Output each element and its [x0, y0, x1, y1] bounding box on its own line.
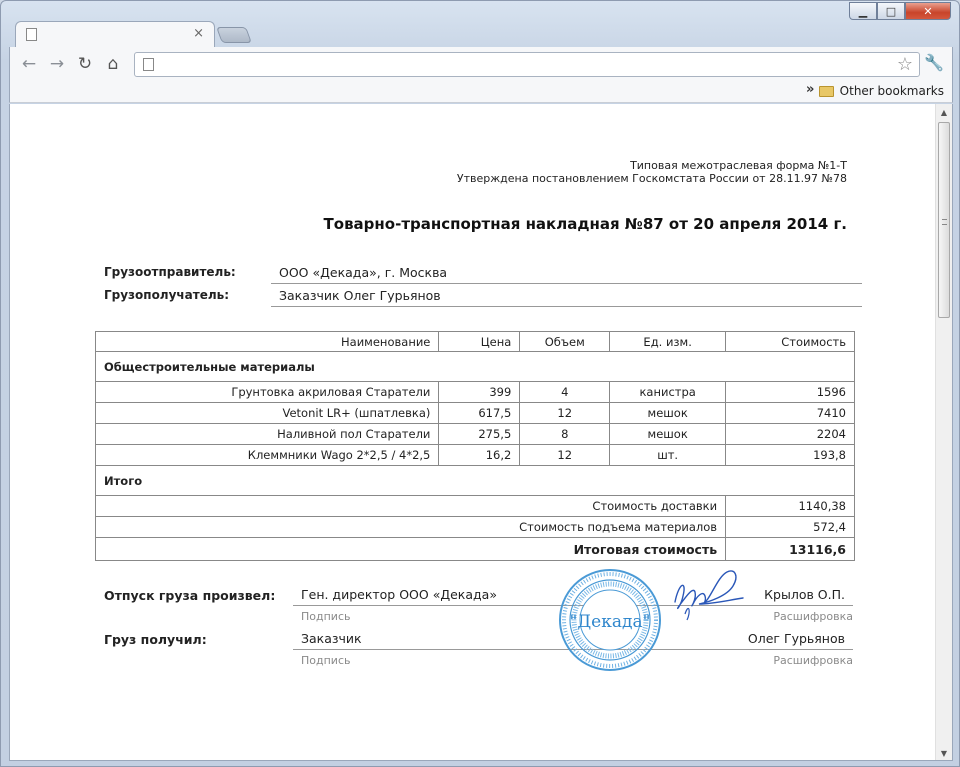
home-icon: ⌂ [107, 54, 119, 74]
item-name: Клеммники Wago 2*2,5 / 4*2,5 [96, 445, 439, 466]
item-unit: шт. [610, 445, 726, 466]
bookmarks-bar [9, 81, 953, 103]
document-title: Товарно-транспортная накладная №87 от 20 апреля 2014 г. [323, 215, 847, 233]
item-price: 275,5 [439, 424, 520, 445]
shipper-row [104, 262, 854, 284]
page-icon [26, 28, 37, 41]
summary-row [96, 466, 855, 496]
header-qty: Объем [520, 332, 610, 352]
star-icon[interactable]: ☆ [896, 54, 913, 75]
item-qty: 12 [520, 403, 610, 424]
received-position: Заказчик [301, 631, 362, 646]
total-row [96, 538, 855, 561]
maximize-icon: □ [885, 4, 897, 18]
form-note-line1: Типовая межотраслевая форма №1-Т [630, 159, 847, 172]
table-row [96, 382, 855, 403]
forward-button[interactable] [46, 53, 68, 75]
lifting-row [96, 517, 855, 538]
stamp-text: "Декада" [569, 612, 651, 632]
address-bar[interactable] [134, 52, 920, 77]
item-price: 617,5 [439, 403, 520, 424]
item-cost: 2204 [726, 424, 855, 445]
delivery-row [96, 496, 855, 517]
item-cost: 7410 [726, 403, 855, 424]
folder-icon [819, 86, 834, 97]
received-label: Груз получил: [104, 632, 207, 647]
lifting-label: Стоимость подъема материалов [96, 517, 726, 538]
release-name: Крылов О.П. [764, 587, 845, 602]
table-row [96, 424, 855, 445]
items-table [95, 331, 855, 561]
maximize-button[interactable] [877, 2, 905, 20]
wrench-icon[interactable]: 🔧 [924, 53, 944, 72]
toolbar [9, 47, 953, 81]
header-name: Наименование [96, 332, 439, 352]
scroll-up-icon[interactable]: ▲ [940, 107, 948, 117]
release-label: Отпуск груза произвел: [104, 588, 276, 603]
new-tab-button[interactable] [216, 27, 252, 43]
lifting-value: 572,4 [726, 517, 855, 538]
item-name: Vetonit LR+ (шпатлевка) [96, 403, 439, 424]
vertical-scrollbar[interactable] [935, 104, 952, 761]
hint-decoding: Расшифровка [773, 654, 853, 667]
hint-signature: Подпись [301, 654, 351, 667]
tab-strip [9, 21, 309, 47]
scroll-down-icon[interactable]: ▼ [940, 748, 948, 758]
page-icon [143, 58, 154, 71]
table-row [96, 403, 855, 424]
delivery-value: 1140,38 [726, 496, 855, 517]
item-qty: 8 [520, 424, 610, 445]
total-value: 13116,6 [726, 538, 855, 561]
reload-icon: ↻ [77, 54, 93, 74]
header-price: Цена [439, 332, 520, 352]
item-cost: 1596 [726, 382, 855, 403]
group-label: Общестроительные материалы [96, 352, 855, 382]
back-button[interactable] [18, 53, 40, 75]
other-bookmarks-label: Other bookmarks [839, 84, 944, 98]
item-qty: 12 [520, 445, 610, 466]
consignee-row [104, 285, 854, 307]
page-viewport [9, 104, 953, 761]
minimize-icon: ▁ [858, 4, 868, 18]
delivery-label: Стоимость доставки [96, 496, 726, 517]
tab-close-icon[interactable]: × [193, 26, 204, 41]
browser-tab[interactable] [15, 21, 215, 47]
item-name: Грунтовка акриловая Старатели [96, 382, 439, 403]
item-price: 399 [439, 382, 520, 403]
shipper-label: Грузоотправитель: [104, 265, 236, 279]
item-unit: мешок [610, 403, 726, 424]
form-note-line2: Утверждена постановлением Госкомстата России от 28.11.97 №78 [456, 172, 847, 185]
consignee-label: Грузополучатель: [104, 288, 230, 302]
reload-button[interactable] [74, 53, 96, 75]
window-controls [849, 2, 951, 20]
form-note [457, 159, 847, 185]
item-cost: 193,8 [726, 445, 855, 466]
forward-arrow-icon: → [49, 54, 65, 74]
received-name: Олег Гурьянов [747, 631, 845, 646]
minimize-button[interactable] [849, 2, 877, 20]
item-qty: 4 [520, 382, 610, 403]
company-stamp [558, 568, 662, 672]
item-unit: мешок [610, 424, 726, 445]
total-label: Итоговая стоимость [96, 538, 726, 561]
group-row [96, 352, 855, 382]
grip-icon [942, 219, 947, 225]
summary-label: Итого [96, 466, 855, 496]
signature-graphic [669, 562, 749, 624]
consignee-value: Заказчик Олег Гурьянов [271, 285, 862, 307]
table-header-row [96, 332, 855, 352]
header-unit: Ед. изм. [610, 332, 726, 352]
item-name: Наливной пол Старатели [96, 424, 439, 445]
release-position: Ген. директор ООО «Декада» [301, 587, 497, 602]
back-arrow-icon: ← [21, 54, 37, 74]
table-row [96, 445, 855, 466]
chevron-right-icon[interactable]: » [806, 82, 815, 97]
scrollbar-thumb[interactable] [938, 122, 950, 318]
close-icon: ✕ [923, 4, 933, 18]
item-price: 16,2 [439, 445, 520, 466]
other-bookmarks-button[interactable] [819, 84, 944, 98]
hint-decoding: Расшифровка [773, 610, 853, 623]
item-unit: канистра [610, 382, 726, 403]
close-window-button[interactable] [905, 2, 951, 20]
hint-signature: Подпись [301, 610, 351, 623]
home-button[interactable] [102, 53, 124, 75]
header-cost: Стоимость [726, 332, 855, 352]
shipper-value: ООО «Декада», г. Москва [271, 262, 862, 284]
